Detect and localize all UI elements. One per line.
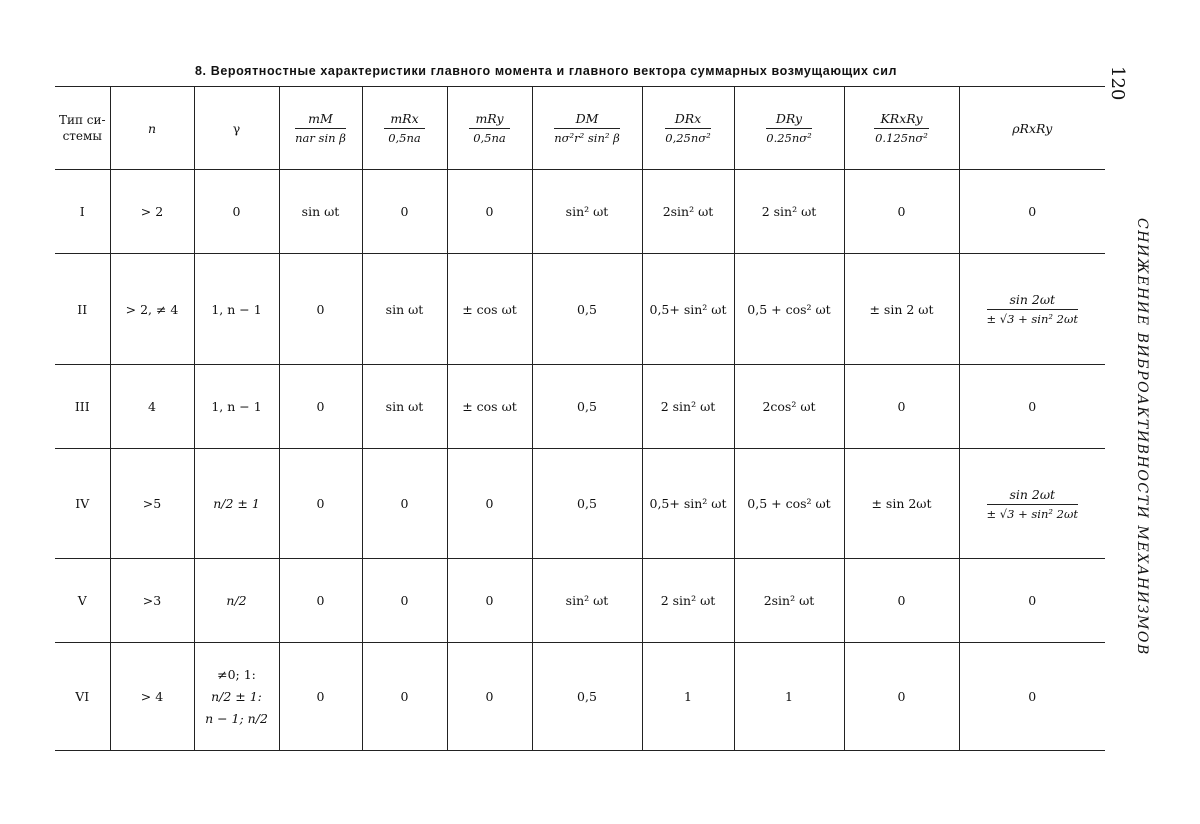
table-row — [55, 449, 1105, 559]
header-type: Тип си-стемы — [55, 87, 110, 170]
cell-DM: 0,5 — [532, 365, 642, 449]
cell-DM: sin² ωt — [532, 559, 642, 643]
cell-mRy: 0 — [447, 643, 532, 751]
gamma-line: ≠0; 1: — [217, 666, 256, 682]
cell-gamma: n/2 ± 1 — [194, 449, 279, 559]
cell-DRx: 2sin² ωt — [642, 170, 734, 254]
cell-type: I — [55, 170, 110, 254]
cell-type: III — [55, 365, 110, 449]
cell-rho: $\frac{\sin 2\omega t}{\text{± √3 + sin² 2ωt}}$ — [959, 449, 1105, 559]
cell-n: > 4 — [110, 643, 194, 751]
cell-mRx: sin ωt — [362, 254, 447, 365]
cell-mRx: 0 — [362, 559, 447, 643]
cell-gamma: 0 — [194, 170, 279, 254]
cell-mRy: ± cos ωt — [447, 254, 532, 365]
cell-mM: 0 — [279, 559, 362, 643]
cell-mRx: 0 — [362, 643, 447, 751]
cell-DM: 0,5 — [532, 254, 642, 365]
cell-gamma: 1, n − 1 — [194, 365, 279, 449]
gamma-line: n − 1; n/2 — [205, 710, 268, 726]
cell-rho: 0 — [959, 643, 1105, 751]
cell-DRy: 0,5 + cos² ωt — [734, 449, 844, 559]
cell-n: >3 — [110, 559, 194, 643]
cell-DRy: 2sin² ωt — [734, 559, 844, 643]
header-K: $\frac{\text{KRxRy}}{\text{0.125nσ²}}$ — [844, 87, 959, 170]
header-gamma: γ — [194, 87, 279, 170]
header-DRx: $\frac{\text{DRx}}{\text{0,25nσ²}}$ — [642, 87, 734, 170]
cell-mRx: 0 — [362, 170, 447, 254]
cell-K: ± sin 2ωt — [844, 449, 959, 559]
cell-DRy: 1 — [734, 643, 844, 751]
cell-type: II — [55, 254, 110, 365]
cell-mM: 0 — [279, 365, 362, 449]
cell-K: 0 — [844, 559, 959, 643]
header-mRx: $\frac{\text{mRx}}{0,5na}$ — [362, 87, 447, 170]
gamma-line: n/2 ± 1: — [211, 688, 262, 704]
cell-DM: 0,5 — [532, 449, 642, 559]
cell-DRy: 2cos² ωt — [734, 365, 844, 449]
cell-type: V — [55, 559, 110, 643]
cell-mRy: 0 — [447, 449, 532, 559]
cell-rho: 0 — [959, 170, 1105, 254]
cell-mM: 0 — [279, 643, 362, 751]
cell-K: ± sin 2 ωt — [844, 254, 959, 365]
running-head: СНИЖЕНИЕ ВИБРОАКТИВНОСТИ МЕХАНИЗМОВ — [1134, 218, 1150, 656]
header-mM: $\frac{mM}{\text{nar sin β}}$ — [279, 87, 362, 170]
cell-gamma: 1, n − 1 — [194, 254, 279, 365]
cell-n: >5 — [110, 449, 194, 559]
header-n: n — [110, 87, 194, 170]
cell-mM: 0 — [279, 449, 362, 559]
cell-mM: 0 — [279, 254, 362, 365]
cell-n: > 2 — [110, 170, 194, 254]
cell-DRy: 2 sin² ωt — [734, 170, 844, 254]
table-row — [55, 254, 1105, 365]
header-row — [55, 87, 1105, 170]
cell-DRx: 0,5+ sin² ωt — [642, 254, 734, 365]
cell-rho: 0 — [959, 365, 1105, 449]
characteristics-table — [55, 86, 1105, 751]
cell-mRx: 0 — [362, 449, 447, 559]
cell-n: > 2, ≠ 4 — [110, 254, 194, 365]
table-row — [55, 643, 1105, 751]
table-row — [55, 559, 1105, 643]
cell-type: IV — [55, 449, 110, 559]
cell-K: 0 — [844, 170, 959, 254]
cell-mM: sin ωt — [279, 170, 362, 254]
cell-n: 4 — [110, 365, 194, 449]
cell-type: VI — [55, 643, 110, 751]
header-DRy: $\frac{\text{DRy}}{\text{0.25nσ²}}$ — [734, 87, 844, 170]
cell-gamma — [194, 643, 279, 751]
cell-mRx: sin ωt — [362, 365, 447, 449]
cell-mRy: ± cos ωt — [447, 365, 532, 449]
cell-DRx: 2 sin² ωt — [642, 365, 734, 449]
cell-rho: 0 — [959, 559, 1105, 643]
header-DM: $\frac{DM}{\text{nσ²r² sin² β}}$ — [532, 87, 642, 170]
cell-mRy: 0 — [447, 170, 532, 254]
cell-K: 0 — [844, 643, 959, 751]
header-mRy: $\frac{\text{mRy}}{0,5na}$ — [447, 87, 532, 170]
table-row — [55, 170, 1105, 254]
cell-DRy: 0,5 + cos² ωt — [734, 254, 844, 365]
page-number: 120 — [1107, 66, 1128, 101]
cell-DRx: 1 — [642, 643, 734, 751]
cell-DRx: 0,5+ sin² ωt — [642, 449, 734, 559]
cell-DRx: 2 sin² ωt — [642, 559, 734, 643]
cell-DM: sin² ωt — [532, 170, 642, 254]
cell-rho: $\frac{\sin 2\omega t}{\text{± √3 + sin² 2ωt}}$ — [959, 254, 1105, 365]
cell-K: 0 — [844, 365, 959, 449]
header-rho: ρRxRy — [959, 87, 1105, 170]
cell-DM: 0,5 — [532, 643, 642, 751]
cell-gamma: n/2 — [194, 559, 279, 643]
cell-mRy: 0 — [447, 559, 532, 643]
table-row — [55, 365, 1105, 449]
table-caption: 8. Вероятностные характеристики главного момента и главного вектора суммарных возмущающих сил — [195, 64, 898, 78]
